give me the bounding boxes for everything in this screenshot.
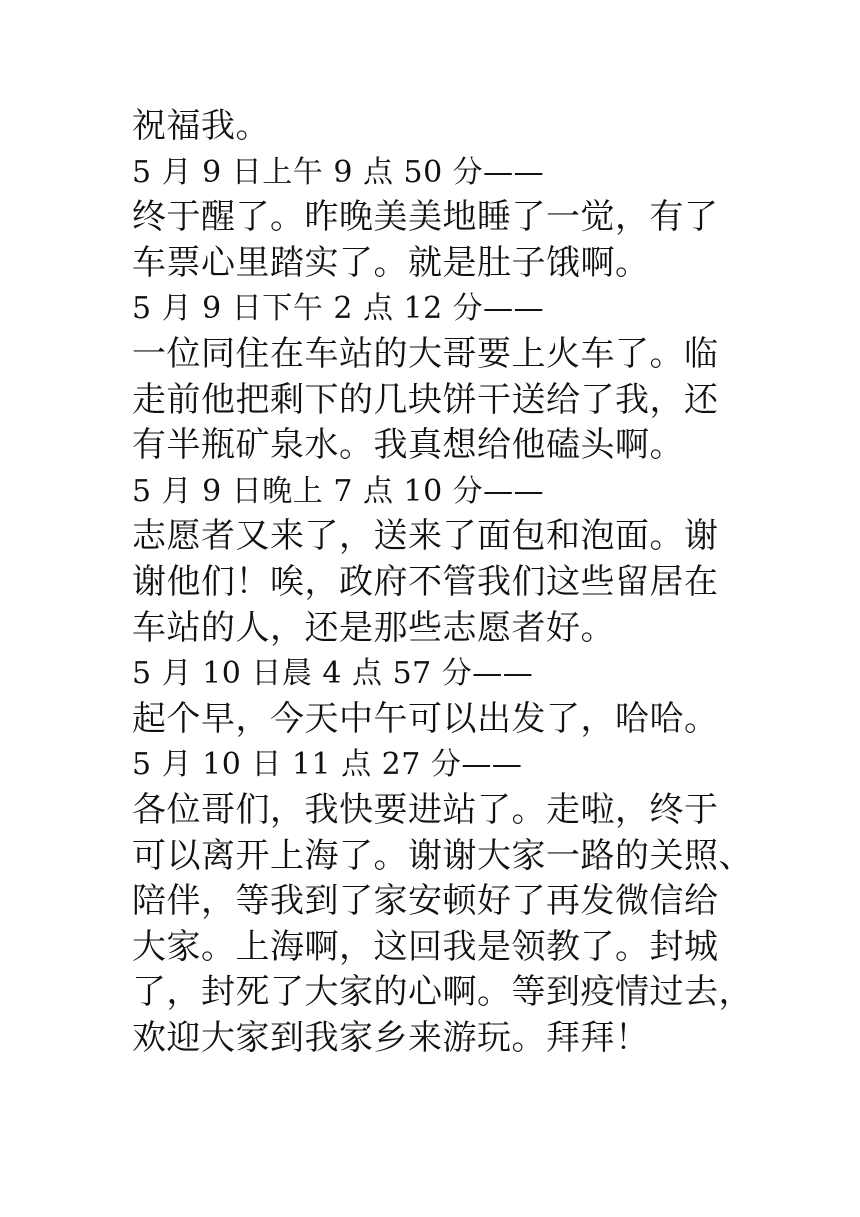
text-line: 了，封死了大家的心啊。等到疫情过去，: [132, 972, 753, 1013]
timestamp-line: 5 月 9 日晚上 7 点 10 分——: [132, 473, 545, 509]
text-line: 志愿者又来了，送来了面包和泡面。谢: [132, 516, 719, 557]
text-line: 有半瓶矿泉水。我真想给他磕头啊。: [132, 425, 684, 466]
text-line: 车站的人，还是那些志愿者好。: [132, 607, 615, 648]
text-line: 走前他把剩下的几块饼干送给了我，还: [132, 379, 719, 420]
text-line: 终于醒了。昨晚美美地睡了一觉，有了: [132, 197, 719, 238]
timestamp-line: 5 月 10 日晨 4 点 57 分——: [132, 656, 534, 692]
text-line: 一位同住在车站的大哥要上火车了。临: [132, 333, 719, 374]
timestamp-line: 5 月 10 日 11 点 27 分——: [132, 747, 523, 783]
text-line: 车票心里踏实了。就是肚子饿啊。: [132, 242, 650, 283]
text-line: 祝福我。: [132, 106, 270, 146]
text-line: 陪伴，等我到了家安顿好了再发微信给: [132, 881, 719, 922]
text-line: 可以离开上海了。谢谢大家一路的关照、: [132, 835, 753, 876]
text-line: 谢他们！唉，政府不管我们这些留居在: [132, 561, 719, 602]
text-line: 起个早，今天中午可以出发了，哈哈。: [132, 698, 719, 739]
timestamp-line: 5 月 9 日上午 9 点 50 分——: [132, 154, 545, 190]
text-line: 大家。上海啊，这回我是领教了。封城: [132, 926, 719, 967]
diary-text: [132, 104, 772, 1061]
text-line: 各位哥们，我快要进站了。走啦，终于: [132, 789, 719, 830]
text-line: 欢迎大家到我家乡来游玩。拜拜！: [132, 1017, 650, 1058]
timestamp-line: 5 月 9 日下午 2 点 12 分——: [132, 291, 545, 327]
